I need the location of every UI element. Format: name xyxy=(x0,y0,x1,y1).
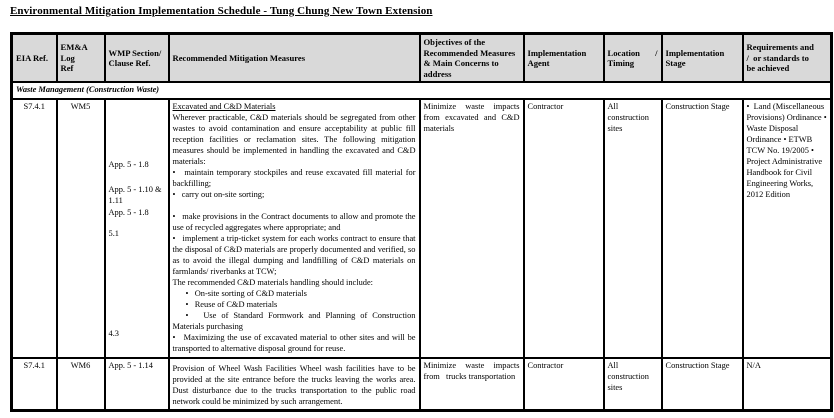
wmp-ref: 5.1 xyxy=(108,229,119,238)
cell-ema-log-ref: WM5 xyxy=(57,99,105,358)
header-line: / or standards to xyxy=(746,52,809,63)
col-header-eia-ref: EIA Ref. xyxy=(12,34,57,83)
wmp-ref: App. 5 - 1.8 xyxy=(108,160,149,169)
cell-location: All construction sites xyxy=(604,99,662,358)
col-header-objectives: Objectives of the Recommended Measures & Main Concerns to address xyxy=(420,34,524,83)
cell-agent: Contractor xyxy=(524,99,604,358)
cell-requirements: N/A xyxy=(743,358,832,410)
measures-bullet: • carry out on-site sorting; xyxy=(172,190,265,199)
measures-bullet: • maintain temporary stockpiles and reuse excavated fill material for backfilling; xyxy=(172,168,416,188)
cell-objectives: Minimize waste impacts from trucks transportation xyxy=(420,358,524,410)
header-line: EM&A Log xyxy=(60,42,88,63)
header-line: be achieved xyxy=(746,63,790,74)
wmp-ref: App. 5 - 1.8 xyxy=(108,208,149,217)
cell-measures xyxy=(169,358,420,410)
cell-stage: Construction Stage xyxy=(662,99,743,358)
header-line: Clause Ref. xyxy=(108,58,151,68)
section-header: Waste Management (Construction Waste) xyxy=(12,82,832,99)
cell-stage: Construction Stage xyxy=(662,358,743,410)
header-slash: / xyxy=(655,47,658,58)
col-header-ema-log-ref xyxy=(57,34,105,83)
cell-measures xyxy=(169,99,420,358)
measures-paragraph: Wherever practicable, C&D materials should be segregated from other wastes to avoid contamination and ensure acceptability at public fill reception facilities or reclamation sites. The following mitigation measures should be implemented in handling the excavated and C&D materials: xyxy=(172,113,416,166)
cell-requirements: • Land (Miscellaneous Provisions) Ordinance • Waste Disposal Ordinance • ETWB TCW No. 19/2005 • Project Administrative Handbook for Civil Engineering Works, 2012 Edition xyxy=(743,99,832,358)
measures-paragraph: Provision of Wheel Wash Facilities Wheel wash facilities have to be provided at the site entrance before the trucks leaving the works area. Dust disturbance due to the trucks transportation to the public road network could be minimized by such arrangement. xyxy=(172,364,416,406)
cell-eia-ref: S7.4.1 xyxy=(12,99,57,358)
table-header-row xyxy=(12,34,832,83)
cell-ema-log-ref: WM6 xyxy=(57,358,105,410)
measures-bullet: • implement a trip-ticket system for each works contract to ensure that the disposal of C&D materials are properly documented and verified, so as to avoid the illegal dumping and landfilling of C&D materials on farmlands/ riverbanks at TCW; xyxy=(172,234,416,276)
measures-heading: Excavated and C&D Materials xyxy=(172,102,276,111)
cell-wmp-refs xyxy=(105,99,169,358)
header-location-word: Location xyxy=(607,47,640,58)
header-line: WMP Section/ xyxy=(108,47,162,58)
mitigation-schedule-table xyxy=(10,32,833,412)
measures-sub-bullet: • Use of Standard Formwork and Planning of Construction Materials purchasing xyxy=(172,311,416,331)
header-line: Requirements and xyxy=(746,42,814,53)
measures-sub-bullet: • Reuse of C&D materials xyxy=(185,300,278,309)
cell-location: All construction sites xyxy=(604,358,662,410)
wmp-ref: 4.3 xyxy=(108,329,119,338)
page-title: Environmental Mitigation Implementation Schedule - Tung Chung New Town Extension xyxy=(10,5,433,17)
col-header-requirements xyxy=(743,34,832,83)
measures-sub-bullet: • On-site sorting of C&D materials xyxy=(185,289,307,298)
measures-paragraph: The recommended C&D materials handling should include: xyxy=(172,278,373,287)
cell-objectives: Minimize waste impacts from excavated and C&D materials xyxy=(420,99,524,358)
col-header-location-timing xyxy=(604,34,662,83)
header-line: Timing xyxy=(607,58,635,68)
cell-wmp-refs: App. 5 - 1.14 xyxy=(105,358,169,410)
wmp-ref: App. 5 - 1.10 & 1.11 xyxy=(108,185,162,205)
section-header-row xyxy=(12,82,832,99)
measures-spacer xyxy=(173,200,416,211)
col-header-agent: Implementation Agent xyxy=(524,34,604,83)
col-header-wmp-ref xyxy=(105,34,169,83)
col-header-measures: Recommended Mitigation Measures xyxy=(169,34,420,83)
table-row xyxy=(12,99,832,358)
cell-agent: Contractor xyxy=(524,358,604,410)
measures-bullet: • make provisions in the Contract documents to allow and promote the use of recycled aggregates where appropriate; and xyxy=(172,212,416,232)
header-line xyxy=(608,48,658,59)
cell-eia-ref: S7.4.1 xyxy=(12,358,57,410)
measures-bullet: • Maximizing the use of excavated material to other sites and will be transported to alternative disposal ground for reuse. xyxy=(172,333,416,353)
col-header-stage: Implementation Stage xyxy=(662,34,743,83)
table-row xyxy=(12,358,832,410)
header-line: Ref xyxy=(60,63,74,74)
